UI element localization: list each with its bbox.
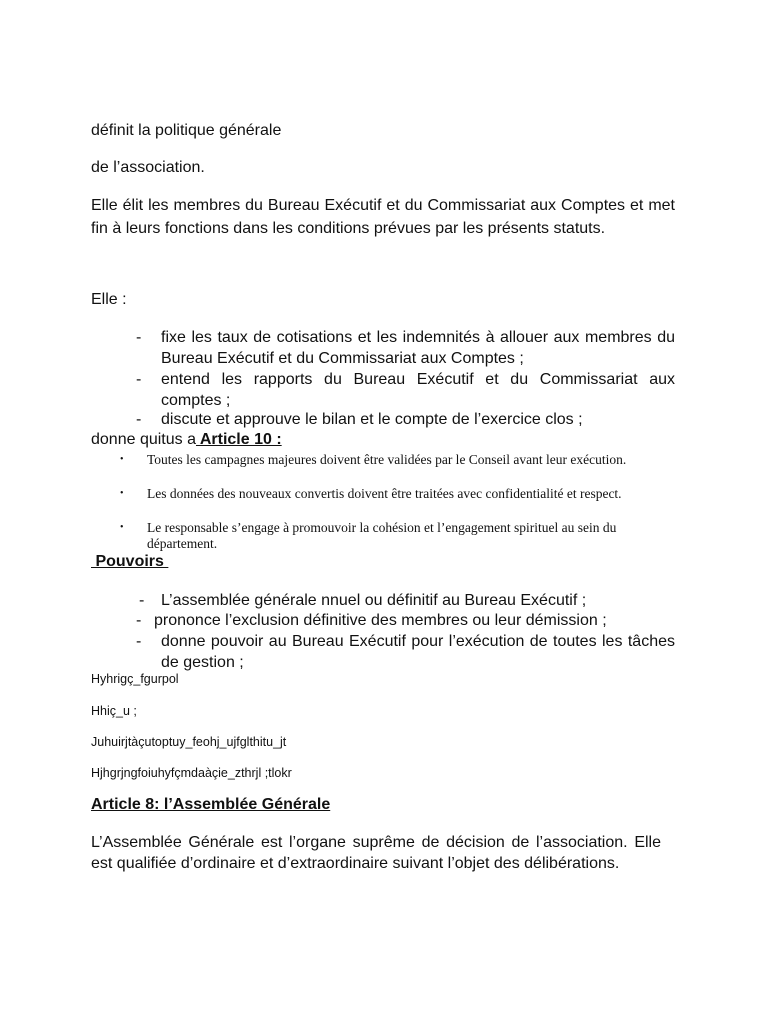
- list-item: [116, 520, 676, 552]
- list-item: [116, 486, 676, 502]
- list-item: [130, 590, 675, 611]
- list-item: [130, 610, 675, 631]
- list-item: [130, 327, 675, 369]
- list-item-text: L’assemblée générale nnuel ou définitif au Bureau Exécutif ;: [161, 592, 587, 609]
- paragraph-elle: Elle :: [91, 291, 127, 308]
- list-item: [130, 631, 675, 673]
- dash-marker: -: [136, 612, 142, 629]
- garbled-line-3: Juhuirjtàçutoptuy_feohj_ujfglthitu_jt: [91, 735, 287, 749]
- bullet-marker: •: [120, 522, 124, 533]
- list-item-text: Le responsable s’engage à promouvoir la cohésion et l’engagement spirituel au sein du département.: [147, 520, 617, 551]
- list-item-text: discute et approuve le bilan et le compte de l’exercice clos ;: [161, 411, 583, 428]
- dash-marker: -: [139, 592, 145, 609]
- bullet-marker: •: [120, 454, 124, 465]
- dash-marker: -: [136, 329, 142, 346]
- article-10-heading: Article 10 :: [195, 431, 282, 448]
- list-item-text: Les données des nouveaux convertis doivent être traitées avec confidentialité et respect.: [147, 486, 622, 501]
- quitus-text: donne quitus a: [91, 431, 196, 448]
- article-8-body: L’Assemblée Générale est l’organe suprême de décision de l’association. Elle est qualifiée d’ordinaire et d’extraordinaire suivant l’objet des délibérations.: [91, 834, 661, 872]
- pouvoirs-heading: [91, 553, 168, 571]
- garbled-line-1: Hyhrigç_fgurpol: [91, 672, 179, 686]
- quitus-line: [91, 431, 282, 449]
- list-item: [130, 369, 675, 411]
- garbled-line-2: Hhiç_u ;: [91, 704, 137, 718]
- list-item-text: fixe les taux de cotisations et les indemnités à allouer aux membres du Bureau Exécutif et du Commissariat aux Comptes ;: [161, 329, 675, 367]
- dash-marker: -: [136, 371, 142, 388]
- list-item-text: donne pouvoir au Bureau Exécutif pour l’exécution de toutes les tâches de gestion ;: [161, 633, 675, 671]
- list-item: [130, 409, 675, 430]
- dash-marker: -: [136, 411, 142, 428]
- pouvoirs-heading-text: Pouvoirs: [91, 553, 169, 570]
- garbled-line-4: Hjhgrjngfoiuhyfçmdaàçie_zthrjl ;tlokr: [91, 766, 292, 780]
- dash-marker: -: [136, 633, 142, 650]
- list-item-text: prononce l’exclusion définitive des membres ou leur démission ;: [154, 612, 607, 629]
- paragraph-line-2: de l’association.: [91, 159, 205, 176]
- bullet-marker: •: [120, 488, 124, 499]
- list-item-text: Toutes les campagnes majeures doivent être validées par le Conseil avant leur exécution.: [147, 452, 627, 467]
- article-8-heading: Article 8: l’Assemblée Générale: [91, 796, 331, 813]
- paragraph-election: Elle élit les membres du Bureau Exécutif et du Commissariat aux Comptes et met fin à leurs fonctions dans les conditions prévues par les présents statuts.: [91, 197, 675, 237]
- list-item-text: entend les rapports du Bureau Exécutif et du Commissariat aux comptes ;: [161, 371, 675, 409]
- list-item: [116, 452, 676, 468]
- paragraph-line-1: définit la politique générale: [91, 122, 282, 139]
